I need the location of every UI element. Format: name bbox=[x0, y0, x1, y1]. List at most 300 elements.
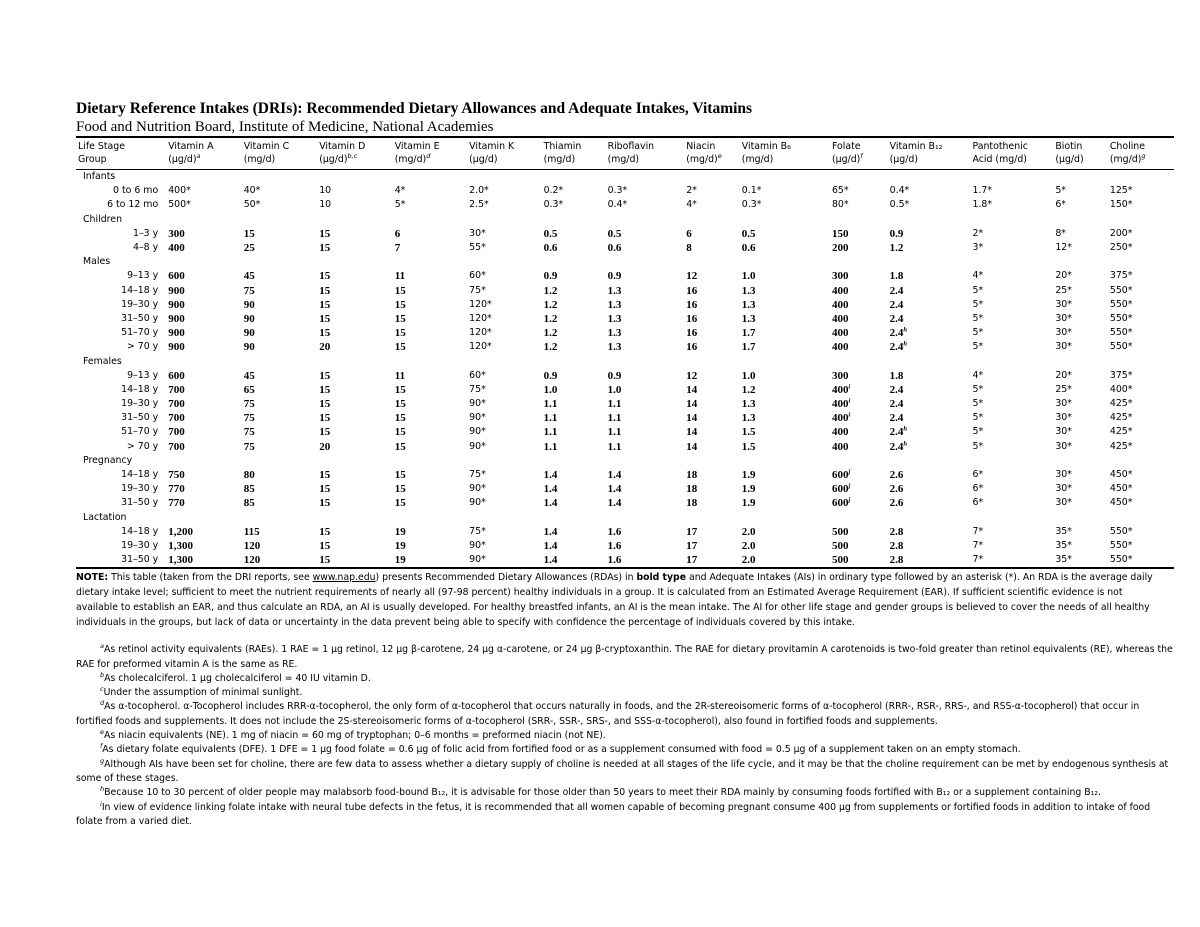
value-text: 45 bbox=[243, 369, 255, 382]
value-text: 1.7 bbox=[741, 327, 756, 340]
value-text: 5* bbox=[972, 426, 984, 438]
value-cell bbox=[970, 227, 1053, 241]
value-cell bbox=[1053, 539, 1108, 553]
value-cell bbox=[606, 539, 685, 553]
value-cell bbox=[542, 525, 606, 539]
column-header-line1: Folate bbox=[831, 141, 861, 152]
footnote-marker: h bbox=[903, 440, 908, 447]
column-header bbox=[1053, 137, 1108, 170]
column-header-line1: Vitamin B₁₂ bbox=[889, 141, 943, 152]
value-text: 17 bbox=[686, 525, 698, 538]
value-text: 2.4 bbox=[889, 440, 904, 453]
life-stage-cell: 19–30 y bbox=[121, 539, 159, 551]
value-cell bbox=[467, 539, 541, 553]
footnote-marker: a bbox=[196, 151, 201, 160]
value-text: 12 bbox=[686, 369, 698, 382]
value-cell bbox=[467, 241, 541, 255]
value-cell bbox=[684, 496, 740, 510]
life-stage-cell: 31–50 y bbox=[121, 312, 159, 324]
value-cell bbox=[1108, 496, 1174, 510]
value-cell bbox=[166, 312, 242, 326]
value-cell bbox=[467, 482, 541, 496]
value-text: 6* bbox=[1055, 199, 1066, 211]
value-text: 30* bbox=[469, 227, 486, 239]
value-text: 15 bbox=[319, 398, 331, 411]
column-header-line2: Acid (mg/d) bbox=[972, 154, 1027, 165]
value-cell bbox=[242, 369, 318, 383]
value-cell bbox=[393, 284, 467, 298]
value-text: 700 bbox=[168, 398, 185, 411]
value-cell bbox=[542, 227, 606, 241]
footnote-marker: h bbox=[903, 425, 908, 433]
value-text: 1.4 bbox=[607, 497, 622, 510]
value-text: 30* bbox=[1055, 398, 1072, 410]
value-cell bbox=[888, 383, 971, 397]
value-cell bbox=[542, 397, 606, 411]
value-cell bbox=[970, 525, 1053, 539]
value-text: 1.4 bbox=[543, 469, 558, 482]
value-text: 600 bbox=[168, 369, 185, 382]
value-cell bbox=[970, 440, 1053, 454]
value-cell bbox=[606, 198, 685, 212]
value-cell bbox=[242, 468, 318, 482]
note-bold-phrase: bold type bbox=[636, 572, 687, 584]
value-cell bbox=[542, 468, 606, 482]
column-header-line1: Vitamin B₆ bbox=[741, 141, 791, 152]
value-text: 8* bbox=[1055, 227, 1066, 239]
note-link[interactable]: www.nap.edu bbox=[312, 572, 376, 584]
value-cell bbox=[888, 198, 971, 212]
value-cell bbox=[1053, 468, 1108, 482]
value-text: 770 bbox=[168, 497, 185, 510]
value-text: 1.1 bbox=[607, 412, 622, 425]
value-cell bbox=[888, 468, 971, 482]
value-cell bbox=[830, 496, 888, 510]
value-text: 1.3 bbox=[607, 327, 622, 340]
life-stage-cell: 31–50 y bbox=[76, 553, 166, 568]
value-cell bbox=[684, 184, 740, 198]
value-text: 30* bbox=[1055, 483, 1072, 495]
value-text: 3* bbox=[972, 242, 984, 254]
value-cell bbox=[830, 425, 888, 439]
table-row bbox=[76, 425, 1174, 439]
value-cell bbox=[317, 298, 393, 312]
value-text: 55* bbox=[469, 242, 486, 254]
column-header bbox=[317, 137, 393, 170]
value-text: 2.4 bbox=[889, 426, 904, 439]
value-text: 25* bbox=[1055, 383, 1072, 395]
value-text: 1.1 bbox=[607, 398, 622, 411]
table-row bbox=[76, 539, 1174, 553]
value-cell bbox=[830, 269, 888, 283]
value-text: 1.4 bbox=[543, 539, 558, 552]
value-text: 16 bbox=[686, 312, 698, 325]
life-stage-cell: 1–3 y bbox=[133, 227, 159, 239]
value-text: 0.9 bbox=[889, 227, 904, 240]
group-row bbox=[76, 511, 1174, 525]
value-cell bbox=[393, 269, 467, 283]
value-text: 30* bbox=[1055, 497, 1072, 509]
value-text: 15 bbox=[243, 227, 255, 240]
life-stage-cell: 14–18 y bbox=[121, 525, 159, 537]
value-cell bbox=[606, 496, 685, 510]
life-stage-cell: 51–70 y bbox=[121, 426, 159, 438]
value-text: 45 bbox=[243, 270, 255, 283]
value-text: 15 bbox=[394, 327, 406, 340]
value-text: 1.3 bbox=[607, 341, 622, 354]
value-text: 1.6 bbox=[607, 539, 622, 552]
value-text: 700 bbox=[168, 412, 185, 425]
value-text: 15 bbox=[319, 270, 331, 283]
value-cell bbox=[467, 298, 541, 312]
value-text: 0.3* bbox=[543, 199, 564, 211]
value-text: 75* bbox=[469, 383, 486, 395]
value-cell bbox=[888, 326, 971, 340]
value-text: 450* bbox=[1109, 497, 1133, 509]
value-cell bbox=[242, 539, 318, 553]
value-text: 0.5 bbox=[607, 227, 622, 240]
value-text: 1.0 bbox=[607, 383, 622, 396]
value-text: 75 bbox=[243, 412, 255, 425]
life-stage-cell: 6 to 12 mo bbox=[107, 199, 159, 211]
value-cell bbox=[970, 411, 1053, 425]
value-text: 400 bbox=[831, 312, 849, 325]
table-row bbox=[76, 482, 1174, 496]
value-cell bbox=[888, 284, 971, 298]
value-text: 120* bbox=[469, 327, 492, 339]
value-cell bbox=[684, 553, 740, 568]
value-cell bbox=[166, 553, 242, 568]
table-row bbox=[76, 397, 1174, 411]
value-cell bbox=[970, 312, 1053, 326]
value-text: 0.1* bbox=[741, 185, 762, 197]
value-text: 115 bbox=[243, 525, 260, 538]
value-text: 30* bbox=[1055, 327, 1072, 339]
value-cell bbox=[888, 227, 971, 241]
value-text: 1.0 bbox=[741, 270, 756, 283]
table-row bbox=[76, 312, 1174, 326]
value-cell bbox=[970, 298, 1053, 312]
value-cell bbox=[970, 269, 1053, 283]
value-text: 25 bbox=[243, 242, 255, 255]
life-stage-cell: 19–30 y bbox=[121, 398, 159, 410]
value-text: 2.0 bbox=[741, 554, 756, 567]
value-cell bbox=[542, 284, 606, 298]
value-cell bbox=[166, 340, 242, 354]
value-cell bbox=[684, 298, 740, 312]
column-header bbox=[970, 137, 1053, 170]
value-text: 250* bbox=[1109, 242, 1133, 254]
value-text: 20* bbox=[1055, 270, 1072, 282]
value-text: 10 bbox=[319, 185, 332, 197]
value-cell bbox=[888, 312, 971, 326]
value-text: 15 bbox=[394, 298, 406, 311]
value-cell bbox=[467, 397, 541, 411]
value-cell bbox=[1053, 383, 1108, 397]
note-pre-link: This table (taken from the DRI reports, see bbox=[111, 572, 310, 584]
value-cell bbox=[467, 411, 541, 425]
footnote-marker: f bbox=[100, 742, 103, 751]
column-header bbox=[684, 137, 740, 170]
value-text: 15 bbox=[319, 327, 331, 340]
value-cell bbox=[166, 425, 242, 439]
value-text: 15 bbox=[394, 412, 406, 425]
value-cell bbox=[166, 326, 242, 340]
value-cell bbox=[542, 312, 606, 326]
value-cell bbox=[467, 496, 541, 510]
value-text: 15 bbox=[394, 440, 406, 453]
footnote bbox=[76, 700, 1176, 729]
value-text: 90 bbox=[243, 312, 255, 325]
table-row bbox=[76, 184, 1174, 198]
life-stage-cell: > 70 y bbox=[126, 440, 159, 452]
column-header-line1: Biotin bbox=[1055, 141, 1083, 152]
value-text: 120 bbox=[243, 554, 261, 567]
value-text: 15 bbox=[319, 312, 331, 325]
value-text: 900 bbox=[168, 284, 185, 297]
value-cell bbox=[1053, 397, 1108, 411]
value-cell bbox=[317, 440, 393, 454]
group-row bbox=[76, 255, 1174, 269]
value-cell bbox=[740, 269, 830, 283]
value-text: 4* bbox=[394, 185, 406, 197]
value-cell bbox=[970, 539, 1053, 553]
value-text: 15 bbox=[394, 341, 406, 354]
value-text: 5* bbox=[972, 440, 984, 452]
value-cell bbox=[166, 241, 242, 255]
footnote-marker: j bbox=[848, 482, 851, 490]
value-cell bbox=[1108, 284, 1174, 298]
footnote-indent bbox=[76, 787, 100, 798]
value-cell bbox=[542, 184, 606, 198]
value-text: 1.4 bbox=[543, 497, 558, 510]
value-text: 2.4 bbox=[889, 298, 904, 311]
value-cell bbox=[242, 411, 318, 425]
value-cell bbox=[888, 411, 971, 425]
value-text: 30* bbox=[1055, 440, 1072, 452]
value-cell bbox=[1053, 440, 1108, 454]
value-cell bbox=[166, 397, 242, 411]
column-header bbox=[606, 137, 685, 170]
value-text: 75* bbox=[469, 525, 486, 537]
value-cell bbox=[606, 440, 685, 454]
value-text: 300 bbox=[831, 369, 849, 382]
footnote bbox=[76, 786, 1176, 800]
value-text: 900 bbox=[168, 298, 185, 311]
value-cell bbox=[970, 340, 1053, 354]
table-row bbox=[76, 525, 1174, 539]
value-text: 60* bbox=[469, 369, 486, 381]
value-cell bbox=[970, 496, 1053, 510]
value-cell bbox=[606, 482, 685, 496]
value-cell bbox=[317, 411, 393, 425]
group-label: Children bbox=[83, 213, 123, 225]
table-row bbox=[76, 411, 1174, 425]
value-text: 7* bbox=[972, 554, 984, 566]
value-cell bbox=[542, 340, 606, 354]
value-cell bbox=[740, 482, 830, 496]
value-cell bbox=[242, 482, 318, 496]
value-cell bbox=[606, 383, 685, 397]
value-text: 400 bbox=[831, 383, 849, 396]
value-text: 400* bbox=[168, 185, 191, 197]
value-text: 15 bbox=[319, 412, 331, 425]
column-header-line2: (mg/d) bbox=[243, 154, 276, 165]
value-text: 15 bbox=[319, 554, 331, 567]
table-row bbox=[76, 440, 1174, 454]
value-text: 1.4 bbox=[543, 554, 558, 567]
value-text: 1.7* bbox=[972, 185, 993, 197]
column-header-line1: Niacin bbox=[686, 141, 716, 152]
value-text: 0.9 bbox=[607, 270, 622, 283]
value-text: 7* bbox=[972, 539, 984, 551]
value-cell bbox=[467, 440, 541, 454]
column-header-line2: (mg/d) bbox=[1109, 154, 1142, 165]
value-cell bbox=[166, 496, 242, 510]
value-text: 60* bbox=[469, 270, 486, 282]
value-cell bbox=[467, 227, 541, 241]
value-text: 14 bbox=[686, 426, 698, 439]
value-text: 75 bbox=[243, 284, 255, 297]
life-stage-cell: 9–13 y bbox=[127, 369, 159, 381]
footnote-text: Because 10 to 30 percent of older people may malabsorb food-bound B₁₂, it is advisable for those older than 50 years to meet their RDA mainly by consuming foods fortified with B₁₂ or a supplement containing B₁₂. bbox=[104, 787, 1101, 799]
value-cell bbox=[606, 369, 685, 383]
value-text: 15 bbox=[319, 242, 331, 255]
value-cell bbox=[166, 440, 242, 454]
value-text: 19 bbox=[394, 525, 406, 538]
value-cell bbox=[888, 482, 971, 496]
value-text: 1.6 bbox=[607, 525, 622, 538]
table-row bbox=[76, 340, 1174, 354]
value-text: 550* bbox=[1109, 341, 1133, 353]
life-stage-cell: 19–30 y bbox=[121, 483, 159, 495]
column-header-line2: (µg/d) bbox=[319, 154, 348, 165]
value-text: 2.4 bbox=[889, 284, 904, 297]
note-label: NOTE: bbox=[76, 572, 109, 584]
value-cell bbox=[830, 326, 888, 340]
value-cell bbox=[393, 440, 467, 454]
value-cell bbox=[1108, 397, 1174, 411]
value-text: 5* bbox=[972, 341, 984, 353]
value-cell bbox=[317, 525, 393, 539]
footnote-marker: h bbox=[100, 785, 105, 794]
value-text: 20* bbox=[1055, 369, 1072, 381]
value-text: 17 bbox=[686, 539, 698, 552]
value-text: 400 bbox=[831, 284, 849, 297]
value-cell bbox=[888, 496, 971, 510]
value-text: 1.8* bbox=[972, 199, 993, 211]
value-text: 2.6 bbox=[889, 483, 904, 496]
group-label: Infants bbox=[83, 171, 116, 183]
value-text: 18 bbox=[686, 469, 698, 482]
value-text: 1.3 bbox=[741, 412, 756, 425]
footnote-marker: h bbox=[903, 340, 908, 348]
footnotes bbox=[76, 643, 1176, 829]
column-header-line1: Vitamin C bbox=[243, 141, 290, 152]
value-text: 20 bbox=[319, 341, 331, 354]
value-text: 300 bbox=[168, 227, 185, 240]
value-text: 15 bbox=[394, 483, 406, 496]
group-row bbox=[76, 354, 1174, 368]
value-text: 15 bbox=[319, 469, 331, 482]
value-cell bbox=[970, 326, 1053, 340]
value-cell bbox=[684, 340, 740, 354]
value-text: 35* bbox=[1055, 525, 1072, 537]
value-cell bbox=[740, 383, 830, 397]
value-cell bbox=[740, 184, 830, 198]
value-text: 0.9 bbox=[543, 369, 558, 382]
value-text: 30* bbox=[1055, 298, 1072, 310]
value-cell bbox=[606, 184, 685, 198]
column-header-line2: (mg/d) bbox=[686, 154, 718, 165]
value-text: 85 bbox=[243, 483, 255, 496]
value-text: 15 bbox=[319, 284, 331, 297]
value-cell bbox=[242, 298, 318, 312]
value-text: 375* bbox=[1109, 270, 1133, 282]
value-cell bbox=[542, 539, 606, 553]
value-text: 0.6 bbox=[543, 242, 558, 255]
value-text: 85 bbox=[243, 497, 255, 510]
group-label: Lactation bbox=[83, 511, 127, 523]
value-text: 30* bbox=[1055, 412, 1072, 424]
value-cell bbox=[467, 425, 541, 439]
value-text: 600 bbox=[831, 483, 849, 496]
value-text: 0.4* bbox=[889, 185, 910, 197]
value-cell bbox=[467, 369, 541, 383]
value-text: 75* bbox=[469, 284, 486, 296]
value-text: 1.2 bbox=[543, 327, 558, 340]
value-cell bbox=[970, 468, 1053, 482]
value-cell bbox=[1053, 369, 1108, 383]
value-text: 1.9 bbox=[741, 469, 756, 482]
value-cell bbox=[606, 553, 685, 568]
value-text: 700 bbox=[168, 426, 185, 439]
value-cell bbox=[242, 241, 318, 255]
value-text: 16 bbox=[686, 341, 698, 354]
value-text: 1.4 bbox=[543, 483, 558, 496]
value-text: 15 bbox=[319, 539, 331, 552]
value-cell bbox=[242, 397, 318, 411]
value-text: 1.3 bbox=[607, 312, 622, 325]
column-header-line1: Choline bbox=[1109, 141, 1146, 152]
value-text: 1.2 bbox=[543, 341, 558, 354]
value-text: 75* bbox=[469, 469, 486, 481]
value-cell bbox=[888, 397, 971, 411]
value-cell bbox=[393, 298, 467, 312]
value-cell bbox=[1108, 184, 1174, 198]
value-text: 15 bbox=[319, 483, 331, 496]
value-cell bbox=[1053, 198, 1108, 212]
value-cell bbox=[888, 184, 971, 198]
footnote-indent bbox=[76, 687, 100, 698]
value-cell bbox=[830, 553, 888, 568]
value-text: 1.2 bbox=[543, 284, 558, 297]
table-row bbox=[76, 298, 1174, 312]
value-cell bbox=[1053, 184, 1108, 198]
value-text: 14 bbox=[686, 412, 698, 425]
column-header-line1: Life Stage bbox=[78, 141, 125, 152]
life-stage-cell: 31–50 y bbox=[121, 412, 159, 424]
value-cell bbox=[830, 340, 888, 354]
value-cell bbox=[830, 482, 888, 496]
value-text: 1.2 bbox=[889, 242, 904, 255]
value-cell bbox=[242, 383, 318, 397]
value-cell bbox=[606, 468, 685, 482]
value-text: 5* bbox=[972, 383, 984, 395]
value-text: 5* bbox=[972, 398, 984, 410]
value-cell bbox=[1053, 269, 1108, 283]
value-cell bbox=[1053, 227, 1108, 241]
